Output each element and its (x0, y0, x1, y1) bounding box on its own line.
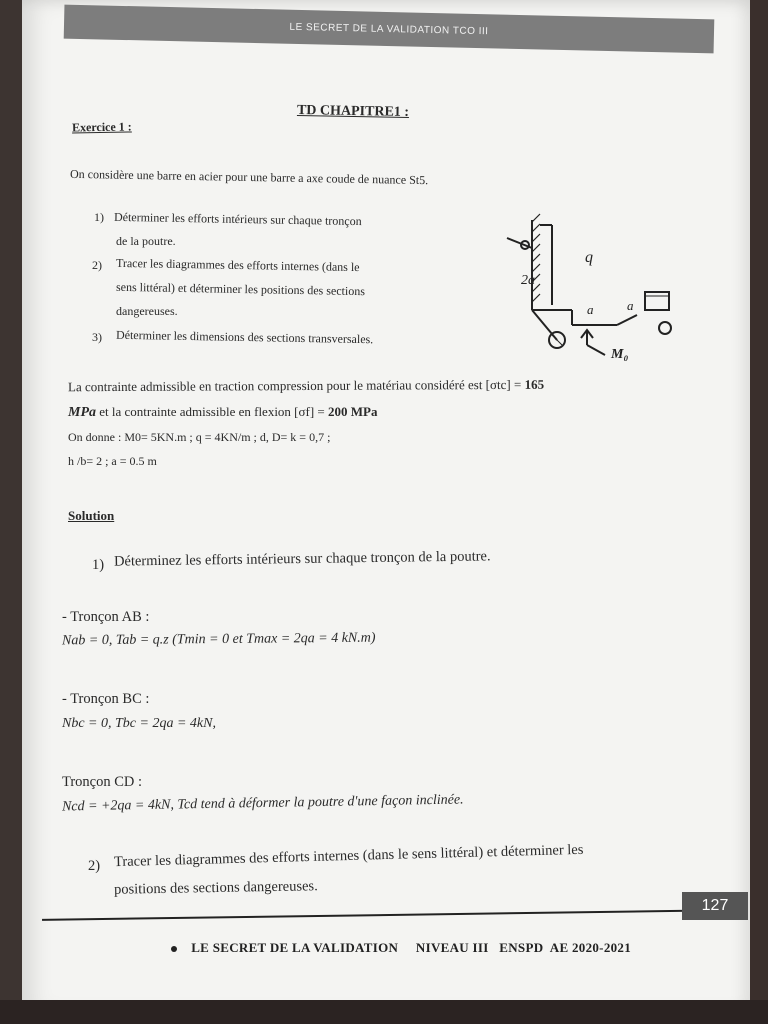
tronçon-cd-equation: Ncd = +2qa = 4kN, Tcd tend à déformer la poutre d'une façon inclinée. (61, 792, 464, 815)
data-line-1 (68, 377, 544, 395)
exercise-intro: On considère une barre en acier pour une barre a axe coude de nuance St5. (69, 166, 429, 188)
document-page (22, 0, 750, 1014)
bottom-shadow (0, 1000, 768, 1024)
label-2a: 2a (521, 273, 535, 288)
data-line-2b: et la contrainte admissible en flexion [σf] = (99, 404, 325, 419)
header-banner (64, 5, 715, 54)
tronçon-ab-equation: Nab = 0, Tab = q.z (Tmin = 0 et Tmax = 2qa = 4 kN.m) (61, 630, 376, 649)
page-title: TD CHAPITRE1 : (296, 103, 410, 120)
solution-q1-number: 1) (92, 557, 105, 573)
question-2-line3: dangereuses. (116, 304, 178, 318)
solution-q2-line1: Tracer les diagrammes des efforts internes (dans le sens littéral) et déterminer les (113, 841, 584, 871)
footer-text: LE SECRET DE LA VALIDATION NIVEAU III ENSPD AE 2020-2021 (191, 940, 632, 955)
beam-diagram (477, 200, 687, 370)
data-line-2 (68, 404, 377, 421)
page-number: 127 (701, 897, 729, 914)
tronçon-cd-title: Tronçon CD : (62, 774, 143, 790)
data-line-3: On donne : M0= 5KN.m ; q = 4KN/m ; d, D= k = 0,7 ; (68, 430, 331, 444)
question-1-line1: Déterminer les efforts intérieurs sur chaque tronçon (113, 209, 362, 229)
question-1-line2: de la poutre. (116, 234, 176, 248)
label-a-vertical: a (587, 302, 594, 317)
solution-q2-line2: positions des sections dangereuses. (113, 878, 318, 898)
data-line-2c: 200 MPa (328, 404, 378, 419)
book-spine-shadow (0, 0, 22, 1024)
solution-q1-text: Déterminez les efforts intérieurs sur chaque tronçon de la poutre. (113, 548, 491, 570)
footer-rule (42, 909, 732, 921)
exercise-label: Exercice 1 : (71, 119, 132, 135)
data-line-1a: La contrainte admissible en traction compression pour le matériau considéré est [σtc] = (67, 376, 522, 395)
solution-label: Solution (68, 508, 115, 523)
data-line-4: h /b= 2 ; a = 0.5 m (68, 454, 157, 468)
header-banner-text: LE SECRET DE LA VALIDATION TCO III (289, 21, 489, 37)
tronçon-bc-title: - Tronçon BC : (62, 691, 150, 707)
label-M0: M₀ (611, 347, 629, 362)
tronçon-bc-equation: Nbc = 0, Tbc = 2qa = 4kN, (62, 716, 216, 731)
question-2-line1: Tracer les diagrammes des efforts internes (dans le (115, 255, 360, 275)
question-2-number: 2) (92, 258, 102, 272)
data-line-2a: MPa (68, 405, 96, 420)
footer-bullet (171, 946, 177, 952)
question-3-line1: Déterminer les dimensions des sections transversales. (115, 327, 374, 347)
tronçon-ab-title: - Tronçon AB : (62, 609, 150, 625)
label-a-horizontal: a (627, 298, 634, 313)
page-number-box (682, 892, 748, 920)
question-2-line2: sens littéral) et déterminer les positions des sections (115, 279, 366, 299)
data-line-1b: 165 (524, 376, 545, 392)
question-3-number: 3) (92, 330, 102, 344)
label-q: q (585, 249, 593, 266)
solution-q2-number: 2) (88, 858, 101, 874)
question-1-number: 1) (94, 210, 104, 224)
footer (157, 924, 631, 972)
